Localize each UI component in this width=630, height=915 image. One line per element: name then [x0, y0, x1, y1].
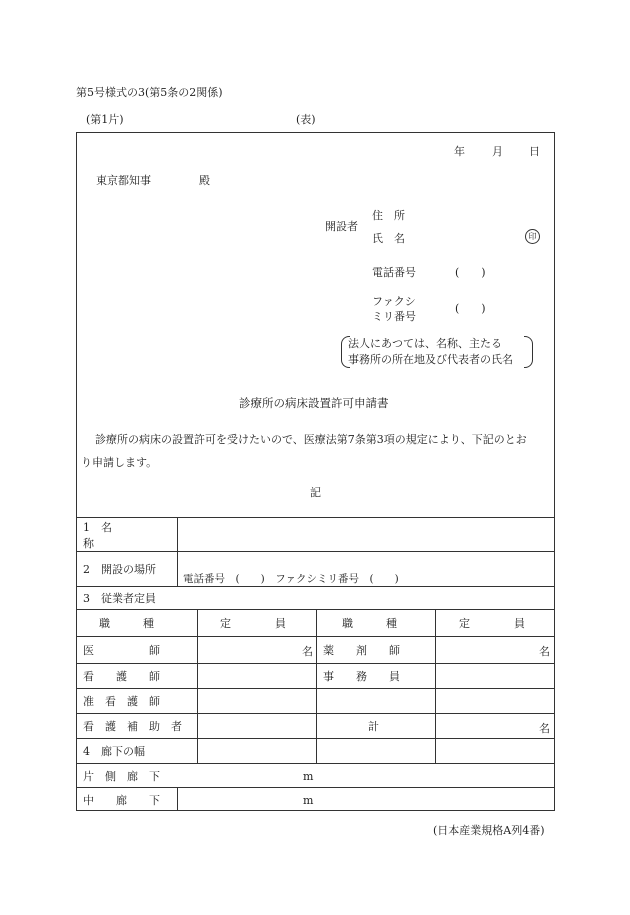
rule	[316, 609, 317, 763]
corp-note-2: 事務所の所在地及び代表者の氏名	[348, 353, 513, 366]
staff-clerk: 事 務 員	[323, 670, 400, 683]
row-name-label: 1 名 称	[83, 520, 167, 550]
seal-mark: 印	[525, 229, 540, 244]
name-label: 氏 名	[372, 232, 405, 245]
pharmacist-unit: 名	[539, 645, 550, 658]
total-unit: 名	[539, 722, 550, 735]
staff-pharmacist: 薬 剤 師	[323, 644, 400, 657]
staff-doctor: 医 師	[83, 644, 160, 657]
body-line-2: り申請します。	[81, 456, 158, 469]
row-staff-label: 3 従業者定員	[83, 592, 156, 605]
staff-nurse: 看 護 師	[83, 670, 160, 683]
corridor-center: 中 廊 下	[83, 793, 160, 807]
fax-label-1: ファクシ	[372, 295, 416, 308]
row-corridor-label: 4 廊下の幅	[83, 745, 145, 758]
form-number: 第5号様式の3(第5条の2関係)	[76, 86, 223, 99]
body-line-1: 診療所の病床の設置許可を受けたいので、医療法第7条第3項の規定により、下記のとお	[95, 433, 527, 446]
row-location-label: 2 開設の場所	[83, 563, 156, 576]
rule	[435, 609, 436, 763]
date-month: 月	[492, 145, 503, 158]
corridor-one-side-unit: m	[303, 770, 314, 783]
rule	[177, 787, 178, 811]
addressee-honorific: 殿	[199, 174, 210, 187]
applicant-role: 開設者	[325, 220, 358, 233]
application-form	[76, 132, 555, 811]
rule	[177, 517, 178, 586]
ki-label: 記	[310, 486, 321, 499]
doctor-unit: 名	[302, 645, 313, 658]
address-label: 住 所	[372, 209, 405, 222]
col-job-left: 職 種	[99, 617, 154, 630]
col-job-right: 職 種	[342, 617, 397, 630]
fax-label-2: ミリ番号	[372, 310, 416, 323]
side-label: (表)	[296, 113, 316, 126]
page-label: (第1片)	[86, 113, 124, 126]
staff-care-aide: 看 護 補 助 者	[83, 720, 182, 733]
col-quota-left: 定 員	[220, 617, 286, 630]
corp-note-1: 法人にあつては、名称、主たる	[348, 337, 502, 350]
location-phone-fax: 電話番号 ( ) ファクシミリ番号 ( )	[183, 573, 399, 585]
fax-value: ( )	[455, 302, 486, 315]
document-title: 診療所の病床設置許可申請書	[239, 396, 389, 410]
staff-assistant-nurse: 准 看 護 師	[83, 695, 160, 708]
addressee-name: 東京都知事	[96, 174, 151, 187]
date-year: 年	[454, 145, 465, 158]
rule	[197, 609, 198, 763]
corridor-one-side: 片 側 廊 下	[83, 769, 160, 783]
footer-standard: (日本産業規格A列4番)	[433, 824, 545, 837]
col-quota-right: 定 員	[459, 617, 525, 630]
staff-total: 計	[368, 720, 379, 733]
right-bracket	[524, 336, 533, 368]
date-day: 日	[529, 145, 540, 158]
phone-label: 電話番号	[372, 266, 416, 279]
phone-value: ( )	[455, 266, 486, 279]
corridor-center-unit: m	[303, 794, 314, 807]
